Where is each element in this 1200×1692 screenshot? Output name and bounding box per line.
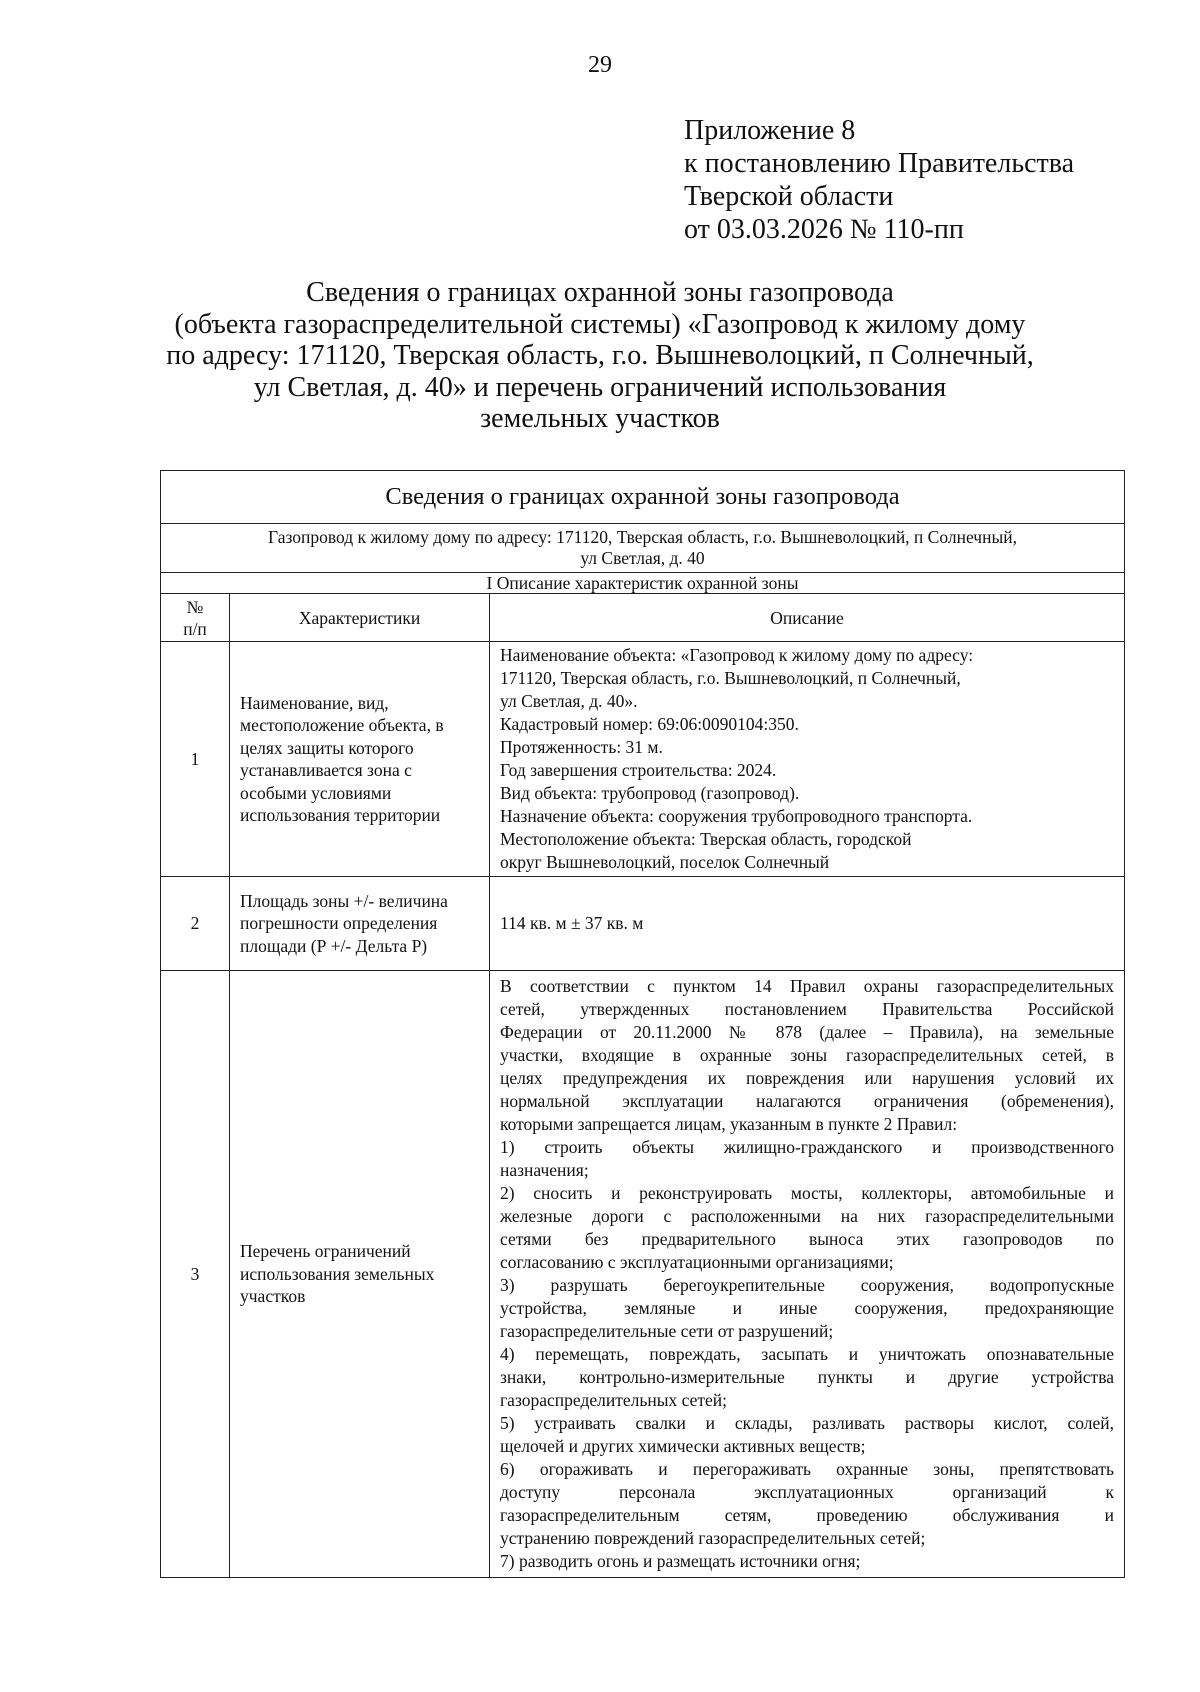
description-line: округ Вышневолоцкий, поселок Солнечный: [500, 852, 830, 872]
table-row: [161, 971, 1125, 1578]
row-number: 1: [161, 642, 230, 877]
description-line: газораспределительным сетям, проведению обслуживания и: [500, 1505, 1114, 1525]
description-line: В соответствии с пунктом 14 Правил охраны газораспределительных: [500, 976, 1114, 996]
description-line: газораспределительных сетей;: [500, 1390, 727, 1410]
description-line: 6) огораживать и перегораживать охранные зоны, препятствовать: [500, 1459, 1114, 1479]
appendix-line: от 03.03.2026 № 110-пп: [684, 214, 964, 245]
row-description: [490, 971, 1125, 1578]
description-line: газораспределительные сети от разрушений;: [500, 1321, 834, 1341]
description-line: Протяженность: 31 м.: [500, 737, 663, 757]
object-name-line: ул Светлая, д. 40: [580, 548, 705, 568]
document-title: [100, 277, 1100, 435]
row-characteristic: Перечень ограничений использования земельных участков: [230, 971, 490, 1578]
section-title: I Описание характеристик охранной зоны: [161, 573, 1125, 594]
description-line: нормальной эксплуатации налагаются ограничения (обременения),: [500, 1091, 1114, 1111]
appendix-line: Приложение 8: [684, 115, 856, 146]
object-name-cell: [161, 524, 1125, 573]
column-header-num-line: п/п: [183, 618, 207, 639]
description-line: участки, входящие в охранные зоны газораспределительных сетей, в: [500, 1045, 1114, 1065]
title-line: по адресу: 171120, Тверская область, г.о. Вышневолоцкий, п Солнечный,: [166, 340, 1034, 371]
description-line: назначения;: [500, 1160, 589, 1180]
description-line: щелочей и других химически активных веществ;: [500, 1436, 866, 1456]
row-characteristic: Наименование, вид, местоположение объекта, в целях защиты которого устанавливается зона с особыми условиями использования территории: [230, 642, 490, 877]
description-line: доступу персонала эксплуатационных организаций к: [500, 1482, 1114, 1502]
column-header-num-line: №: [186, 596, 204, 617]
description-line: которыми запрещается лицам, указанным в пункте 2 Правил:: [500, 1114, 958, 1134]
column-header-characteristics: Характеристики: [230, 594, 490, 642]
description-line: Вид объекта: трубопровод (газопровод).: [500, 783, 800, 803]
description-line: 2) сносить и реконструировать мосты, коллекторы, автомобильные и: [500, 1183, 1114, 1203]
title-line: ул Светлая, д. 40» и перечень ограничений использования: [253, 371, 947, 403]
description-line: ул Светлая, д. 40».: [500, 691, 638, 711]
row-description: 114 кв. м ± 37 кв. м: [490, 877, 1125, 971]
appendix-line: к постановлению Правительства: [684, 148, 1075, 179]
description-line: сетями без предварительного выноса этих газопроводов по: [500, 1229, 1114, 1249]
column-header-description: Описание: [490, 594, 1125, 642]
table-heading-row: [161, 471, 1125, 524]
object-name-line: Газопровод к жилому дому по адресу: 171120, Тверская область, г.о. Вышневолоцкий, п Солнечный,: [268, 527, 1017, 547]
row-number: 2: [161, 877, 230, 971]
description-line: согласованию с эксплуатационными организациями;: [500, 1252, 894, 1272]
column-header-num: [161, 594, 230, 642]
description-line: Наименование объекта: «Газопровод к жилому дому по адресу:: [500, 645, 974, 665]
title-line: (объекта газораспределительной системы) «Газопровод к жилому дому: [174, 308, 1026, 340]
description-line: Федерации от 20.11.2000 № 878 (далее – Правила), на земельные: [500, 1022, 1114, 1042]
description-line: 171120, Тверская область, г.о. Вышневолоцкий, п Солнечный,: [500, 668, 961, 688]
page-number: 29: [588, 52, 612, 78]
row-description: [490, 642, 1125, 877]
description-line: железные дороги с расположенными на них газораспределительными: [500, 1206, 1114, 1226]
description-line: знаки, контрольно-измерительные пункты и другие устройства: [500, 1367, 1114, 1387]
description-line: устройства, земляные и иные сооружения, предохраняющие: [500, 1298, 1114, 1318]
description-line: Местоположение объекта: Тверская область, городской: [500, 829, 912, 849]
table-row: [161, 877, 1125, 971]
description-line: Назначение объекта: сооружения трубопроводного транспорта.: [500, 806, 973, 826]
description-line: 7) разводить огонь и размещать источники огня;: [500, 1551, 861, 1571]
row-characteristic: Площадь зоны +/- величина погрешности определения площади (Р +/- Дельта Р): [230, 877, 490, 971]
description-line: целях предупреждения их повреждения или нарушения условий их: [500, 1068, 1114, 1088]
description-line: Год завершения строительства: 2024.: [500, 760, 777, 780]
description-line: Кадастровый номер: 69:06:0090104:350.: [500, 714, 799, 734]
row-number: 3: [161, 971, 230, 1578]
appendix-block: [684, 114, 1074, 246]
description-line: 3) разрушать берегоукрепительные сооружения, водопропускные: [500, 1275, 1114, 1295]
description-line: 5) устраивать свалки и склады, разливать растворы кислот, солей,: [500, 1413, 1114, 1433]
column-header-row: [161, 594, 1125, 642]
appendix-line: Тверской области: [684, 181, 894, 212]
description-line: 1) строить объекты жилищно-гражданского и производственного: [500, 1137, 1114, 1157]
section-row: [161, 573, 1125, 594]
table-row: [161, 642, 1125, 877]
table-heading: Сведения о границах охранной зоны газопровода: [161, 471, 1125, 524]
description-line: устранению повреждений газораспределительных сетей;: [500, 1528, 926, 1548]
title-line: Сведения о границах охранной зоны газопровода: [306, 277, 894, 308]
zone-info-table: [160, 470, 1125, 1578]
description-line: сетей, утвержденных постановлением Правительства Российской: [500, 999, 1114, 1019]
title-line: земельных участков: [480, 403, 720, 434]
description-line: 4) перемещать, повреждать, засыпать и уничтожать опознавательные: [500, 1344, 1114, 1364]
object-name-row: [161, 524, 1125, 573]
